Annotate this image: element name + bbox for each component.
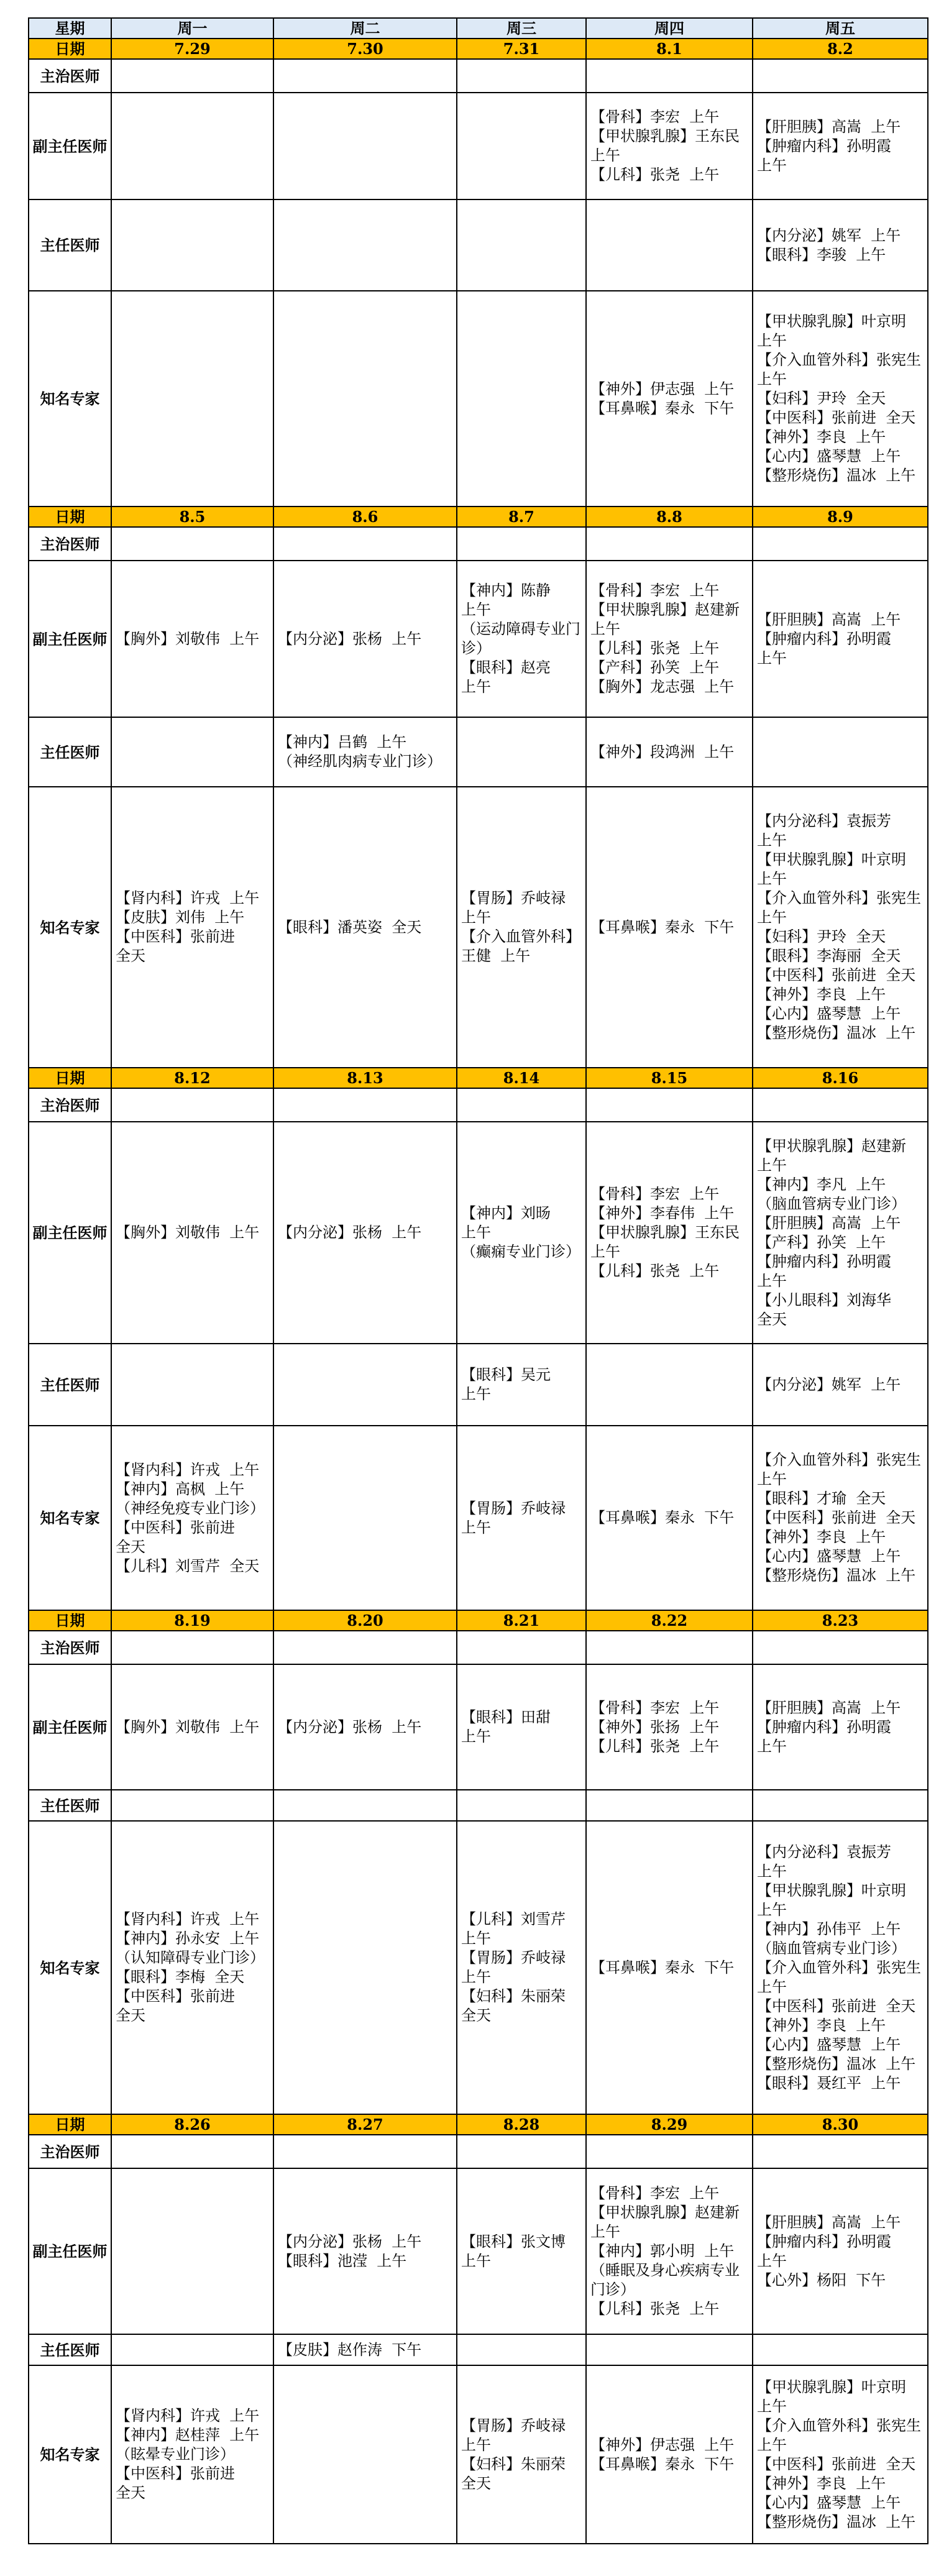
row-label-chief: 主任医师 xyxy=(29,1344,111,1426)
schedule-cell: 【内分泌】张杨 上午 xyxy=(273,561,457,717)
schedule-cell xyxy=(111,527,273,561)
schedule-cell xyxy=(586,59,753,93)
schedule-cell xyxy=(273,59,457,93)
schedule-cell xyxy=(273,2365,457,2544)
date-row xyxy=(29,1610,928,1631)
schedule-cell xyxy=(586,199,753,291)
date-cell: 8.7 xyxy=(457,506,586,527)
schedule-cell: 【眼科】田甜 上午 xyxy=(457,1664,586,1790)
schedule-cell: 【骨科】李宏 上午 【甲状腺乳腺】王东民 上午 【儿科】张尧 上午 xyxy=(586,93,753,199)
date-cell: 8.22 xyxy=(586,1610,753,1631)
schedule-cell xyxy=(111,2168,273,2334)
renowned-expert-row xyxy=(29,2365,928,2544)
schedule-cell xyxy=(457,717,586,787)
schedule-cell: 【神外】伊志强 上午 【耳鼻喉】秦永 下午 xyxy=(586,291,753,506)
row-label-associate-chief: 副主任医师 xyxy=(29,93,111,199)
row-label-attending: 主治医师 xyxy=(29,59,111,93)
schedule-cell xyxy=(111,1631,273,1664)
row-label-chief: 主任医师 xyxy=(29,199,111,291)
schedule-cell: 【骨科】李宏 上午 【神外】李春伟 上午 【甲状腺乳腺】王东民 上午 【儿科】张尧 上午 xyxy=(586,1122,753,1344)
schedule-cell: 【耳鼻喉】秦永 下午 xyxy=(586,1426,753,1610)
date-label: 日期 xyxy=(29,1068,111,1088)
date-cell: 8.6 xyxy=(273,506,457,527)
date-cell: 8.5 xyxy=(111,506,273,527)
schedule-cell: 【肝胆胰】高嵩 上午 【肿瘤内科】孙明霞 上午 xyxy=(753,93,928,199)
date-label: 日期 xyxy=(29,1610,111,1631)
schedule-cell xyxy=(273,1631,457,1664)
chief-row xyxy=(29,199,928,291)
schedule-cell xyxy=(273,93,457,199)
chief-row xyxy=(29,2334,928,2365)
associate-chief-row xyxy=(29,561,928,717)
row-label-renowned-expert: 知名专家 xyxy=(29,2365,111,2544)
attending-row xyxy=(29,1088,928,1122)
schedule-cell xyxy=(111,199,273,291)
schedule-cell xyxy=(753,527,928,561)
schedule-cell xyxy=(111,2135,273,2168)
row-label-associate-chief: 副主任医师 xyxy=(29,1122,111,1344)
row-label-renowned-expert: 知名专家 xyxy=(29,291,111,506)
schedule-cell xyxy=(753,2135,928,2168)
schedule-cell: 【肾内科】许戎 上午 【皮肤】刘伟 上午 【中医科】张前进 全天 xyxy=(111,787,273,1068)
schedule-cell xyxy=(457,291,586,506)
chief-row xyxy=(29,717,928,787)
schedule-cell: 【介入血管外科】张宪生 上午 【眼科】才瑜 全天 【中医科】张前进 全天 【神外】李良 上午 【心内】盛琴慧 上午 【整形烧伤】温冰 上午 xyxy=(753,1426,928,1610)
row-label-chief: 主任医师 xyxy=(29,2334,111,2365)
date-cell: 8.28 xyxy=(457,2114,586,2135)
schedule-cell: 【肾内科】许戎 上午 【神内】高枫 上午 （神经免疫专业门诊） 【中医科】张前进 全天 【儿科】刘雪芹 全天 xyxy=(111,1426,273,1610)
schedule-cell xyxy=(273,199,457,291)
row-label-attending: 主治医师 xyxy=(29,1631,111,1664)
date-cell: 8.15 xyxy=(586,1068,753,1088)
schedule-cell xyxy=(111,1088,273,1122)
schedule-cell: 【胸外】刘敬伟 上午 xyxy=(111,561,273,717)
schedule-cell xyxy=(457,2334,586,2365)
schedule-cell: 【胃肠】乔岐禄 上午 xyxy=(457,1426,586,1610)
schedule-cell: 【肾内科】许戎 上午 【神内】赵桂萍 上午 （眩晕专业门诊） 【中医科】张前进 全天 xyxy=(111,2365,273,2544)
renowned-expert-row xyxy=(29,1426,928,1610)
renowned-expert-row xyxy=(29,787,928,1068)
schedule-cell: 【甲状腺乳腺】赵建新 上午 【神内】李凡 上午 （脑血管病专业门诊） 【肝胆胰】高嵩 上午 【产科】孙笑 上午 【肿瘤内科】孙明霞 上午 【小儿眼科】刘海华 全天 xyxy=(753,1122,928,1344)
date-cell: 8.8 xyxy=(586,506,753,527)
date-cell: 8.1 xyxy=(586,39,753,59)
schedule-cell: 【内分泌科】袁振芳 上午 【甲状腺乳腺】叶京明 上午 【介入血管外科】张宪生 上午 【妇科】尹玲 全天 【眼科】李海丽 全天 【中医科】张前进 全天 【神外】李良 上午 【心内】盛琴慧 上午 【整形烧伤】温冰 上午 xyxy=(753,787,928,1068)
associate-chief-row xyxy=(29,93,928,199)
row-label-renowned-expert: 知名专家 xyxy=(29,1426,111,1610)
schedule-cell xyxy=(457,93,586,199)
schedule-cell: 【甲状腺乳腺】叶京明 上午 【介入血管外科】张宪生 上午 【中医科】张前进 全天 【神外】李良 上午 【心内】盛琴慧 上午 【整形烧伤】温冰 上午 xyxy=(753,2365,928,2544)
schedule-cell: 【眼科】张文博 上午 xyxy=(457,2168,586,2334)
schedule-cell xyxy=(753,717,928,787)
date-cell: 8.2 xyxy=(753,39,928,59)
schedule-cell: 【内分泌】姚军 上午 xyxy=(753,1344,928,1426)
row-label-chief: 主任医师 xyxy=(29,717,111,787)
schedule-cell xyxy=(273,1088,457,1122)
schedule-cell: 【甲状腺乳腺】叶京明 上午 【介入血管外科】张宪生 上午 【妇科】尹玲 全天 【中医科】张前进 全天 【神外】李良 上午 【心内】盛琴慧 上午 【整形烧伤】温冰 上午 xyxy=(753,291,928,506)
row-label-renowned-expert: 知名专家 xyxy=(29,1821,111,2114)
chief-row xyxy=(29,1790,928,1821)
schedule-cell xyxy=(273,1426,457,1610)
weekday-header-row xyxy=(29,18,928,39)
date-cell: 8.30 xyxy=(753,2114,928,2135)
schedule-cell xyxy=(273,1790,457,1821)
date-cell: 8.29 xyxy=(586,2114,753,2135)
schedule-cell: 【肝胆胰】高嵩 上午 【肿瘤内科】孙明霞 上午 xyxy=(753,561,928,717)
schedule-cell xyxy=(586,1344,753,1426)
schedule-cell xyxy=(457,1088,586,1122)
schedule-cell: 【耳鼻喉】秦永 下午 xyxy=(586,787,753,1068)
row-label-associate-chief: 副主任医师 xyxy=(29,561,111,717)
schedule-cell xyxy=(586,1631,753,1664)
schedule-cell: 【神内】陈静 上午 （运动障碍专业门诊） 【眼科】赵亮 上午 xyxy=(457,561,586,717)
schedule-body xyxy=(29,18,928,2544)
date-cell: 8.19 xyxy=(111,1610,273,1631)
date-cell: 8.21 xyxy=(457,1610,586,1631)
date-cell: 8.14 xyxy=(457,1068,586,1088)
date-cell: 8.27 xyxy=(273,2114,457,2135)
row-label-associate-chief: 副主任医师 xyxy=(29,2168,111,2334)
row-label-chief: 主任医师 xyxy=(29,1790,111,1821)
date-cell: 8.13 xyxy=(273,1068,457,1088)
chief-row xyxy=(29,1344,928,1426)
schedule-cell xyxy=(273,527,457,561)
schedule-cell: 【骨科】李宏 上午 【甲状腺乳腺】赵建新 上午 【神内】郭小明 上午 （睡眠及身心疾病专业 门诊） 【儿科】张尧 上午 xyxy=(586,2168,753,2334)
date-row xyxy=(29,39,928,59)
schedule-cell xyxy=(273,291,457,506)
schedule-cell xyxy=(457,59,586,93)
date-cell: 8.9 xyxy=(753,506,928,527)
schedule-cell: 【神内】吕鹤 上午 （神经肌肉病专业门诊） xyxy=(273,717,457,787)
row-label-associate-chief: 副主任医师 xyxy=(29,1664,111,1790)
associate-chief-row xyxy=(29,1122,928,1344)
schedule-cell xyxy=(111,1344,273,1426)
row-label-renowned-expert: 知名专家 xyxy=(29,787,111,1068)
schedule-cell xyxy=(273,2135,457,2168)
schedule-cell xyxy=(753,1088,928,1122)
date-cell: 7.29 xyxy=(111,39,273,59)
schedule-cell: 【胃肠】乔岐禄 上午 【妇科】朱丽荣 全天 xyxy=(457,2365,586,2544)
weekday-wed: 周三 xyxy=(457,18,586,39)
schedule-cell: 【儿科】刘雪芹 上午 【胃肠】乔岐禄 上午 【妇科】朱丽荣 全天 xyxy=(457,1821,586,2114)
date-cell: 8.23 xyxy=(753,1610,928,1631)
date-label: 日期 xyxy=(29,506,111,527)
weekday-tue: 周二 xyxy=(273,18,457,39)
schedule-cell xyxy=(273,1821,457,2114)
attending-row xyxy=(29,59,928,93)
schedule-cell xyxy=(753,2334,928,2365)
schedule-cell: 【肾内科】许戎 上午 【神内】孙永安 上午 （认知障碍专业门诊） 【眼科】李梅 全天 【中医科】张前进 全天 xyxy=(111,1821,273,2114)
schedule-cell: 【内分泌】张杨 上午 【眼科】池滢 上午 xyxy=(273,2168,457,2334)
associate-chief-row xyxy=(29,1664,928,1790)
row-label-attending: 主治医师 xyxy=(29,1088,111,1122)
weekday-label: 星期 xyxy=(29,18,111,39)
schedule-cell xyxy=(457,1790,586,1821)
associate-chief-row xyxy=(29,2168,928,2334)
schedule-cell: 【内分泌】张杨 上午 xyxy=(273,1664,457,1790)
date-cell: 7.30 xyxy=(273,39,457,59)
date-row xyxy=(29,2114,928,2135)
schedule-cell: 【肝胆胰】高嵩 上午 【肿瘤内科】孙明霞 上午 【心外】杨阳 下午 xyxy=(753,2168,928,2334)
attending-row xyxy=(29,1631,928,1664)
date-row xyxy=(29,506,928,527)
schedule-cell: 【骨科】李宏 上午 【甲状腺乳腺】赵建新 上午 【儿科】张尧 上午 【产科】孙笑 上午 【胸外】龙志强 上午 xyxy=(586,561,753,717)
schedule-cell xyxy=(753,59,928,93)
renowned-expert-row xyxy=(29,1821,928,2114)
schedule-cell xyxy=(457,199,586,291)
schedule-cell: 【眼科】潘英姿 全天 xyxy=(273,787,457,1068)
schedule-cell: 【肝胆胰】高嵩 上午 【肿瘤内科】孙明霞 上午 xyxy=(753,1664,928,1790)
schedule-cell xyxy=(273,1344,457,1426)
schedule-cell xyxy=(586,1088,753,1122)
date-cell: 8.16 xyxy=(753,1068,928,1088)
row-label-attending: 主治医师 xyxy=(29,527,111,561)
schedule-cell xyxy=(111,2334,273,2365)
schedule-cell xyxy=(753,1790,928,1821)
weekday-mon: 周一 xyxy=(111,18,273,39)
weekday-thu: 周四 xyxy=(586,18,753,39)
date-cell: 8.20 xyxy=(273,1610,457,1631)
schedule-cell: 【内分泌】张杨 上午 xyxy=(273,1122,457,1344)
date-cell: 7.31 xyxy=(457,39,586,59)
schedule-cell xyxy=(111,717,273,787)
date-cell: 8.12 xyxy=(111,1068,273,1088)
schedule-cell: 【眼科】吴元 上午 xyxy=(457,1344,586,1426)
schedule-cell xyxy=(457,527,586,561)
schedule-cell: 【内分泌】姚军 上午 【眼科】李骏 上午 xyxy=(753,199,928,291)
schedule-cell xyxy=(457,2135,586,2168)
schedule-cell xyxy=(111,291,273,506)
attending-row xyxy=(29,2135,928,2168)
attending-row xyxy=(29,527,928,561)
schedule-cell: 【骨科】李宏 上午 【神外】张扬 上午 【儿科】张尧 上午 xyxy=(586,1664,753,1790)
schedule-table xyxy=(28,17,928,2544)
date-label: 日期 xyxy=(29,39,111,59)
schedule-cell xyxy=(111,59,273,93)
schedule-cell: 【神内】刘旸 上午 （癫痫专业门诊） xyxy=(457,1122,586,1344)
schedule-cell: 【神外】伊志强 上午 【耳鼻喉】秦永 下午 xyxy=(586,2365,753,2544)
schedule-cell: 【皮肤】赵作涛 下午 xyxy=(273,2334,457,2365)
schedule-cell: 【耳鼻喉】秦永 下午 xyxy=(586,1821,753,2114)
schedule-cell: 【内分泌科】袁振芳 上午 【甲状腺乳腺】叶京明 上午 【神内】孙伟平 上午 （脑血管病专业门诊） 【介入血管外科】张宪生 上午 【中医科】张前进 全天 【神外】李良 上午 【心内】盛琴慧 上午 【整形烧伤】温冰 上午 【眼科】聂红平 上午 xyxy=(753,1821,928,2114)
schedule-cell xyxy=(586,2334,753,2365)
schedule-cell: 【胸外】刘敬伟 上午 xyxy=(111,1664,273,1790)
schedule-cell xyxy=(586,527,753,561)
row-label-attending: 主治医师 xyxy=(29,2135,111,2168)
date-label: 日期 xyxy=(29,2114,111,2135)
schedule-cell xyxy=(586,2135,753,2168)
date-cell: 8.26 xyxy=(111,2114,273,2135)
schedule-cell xyxy=(111,93,273,199)
schedule-cell xyxy=(457,1631,586,1664)
weekday-fri: 周五 xyxy=(753,18,928,39)
renowned-expert-row xyxy=(29,291,928,506)
schedule-cell: 【胃肠】乔岐禄 上午 【介入血管外科】 王健 上午 xyxy=(457,787,586,1068)
schedule-cell: 【神外】段鸿洲 上午 xyxy=(586,717,753,787)
schedule-cell: 【胸外】刘敬伟 上午 xyxy=(111,1122,273,1344)
schedule-cell xyxy=(753,1631,928,1664)
schedule-cell xyxy=(586,1790,753,1821)
schedule-cell xyxy=(111,1790,273,1821)
date-row xyxy=(29,1068,928,1088)
